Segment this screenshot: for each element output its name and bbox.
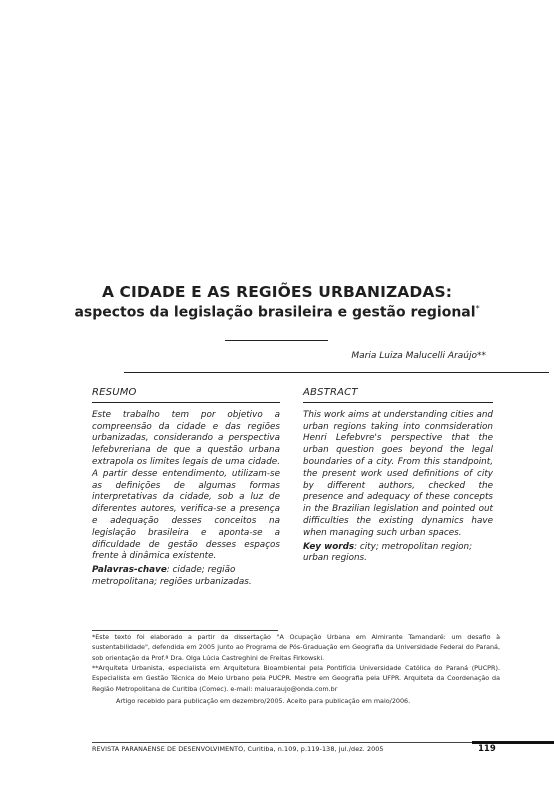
subtitle-text: aspectos da legislação brasileira e gestão regional <box>74 304 476 321</box>
author-name: Maria Luiza Malucelli Araújo** <box>351 351 486 361</box>
footnote-1: *Este texto foi elaborado a partir da dissertação "A Ocupação Urbana em Almirante Tamandaré: um desafio à sustentabilidade", defendida em 2005 junto ao Programa de Pós-Graduação em Geografia da Universidade Federal do Paraná, sob orientação da Prof.ª Dra. Olga Lúcia Castreghini de Freitas Firkowski. <box>92 633 500 662</box>
resumo-keywords-list: : cidade; região metropolitana; regiões urbanizadas. <box>92 565 252 587</box>
abstract-keywords-label: Key words <box>303 541 355 552</box>
abstract-keywords-list: : city; metropolitan region; urban regions. <box>303 541 473 564</box>
abstract-heading: ABSTRACT <box>303 387 493 403</box>
footnote-divider <box>92 630 278 631</box>
header-divider <box>124 372 549 373</box>
abstract-text: This work aims at understanding cities and urban regions taking into conmsideration Henri Lefebvre's perspective that the urban question goes beyond the legal boundaries of a city. From this standpoint, the present work used definitions of city by different authors, checked the presence and adequacy of these concepts in the Brazilian legislation and pointed out difficulties the existing dynamics have when managing such urban spaces. <box>303 409 493 538</box>
footnote-2: **Arquiteta Urbanista, especialista em Arquitetura Bioambiental pela Pontifícia Universidade Católica do Paraná (PUCPR). Especialista em Gestão Técnica do Meio Urbano pela PUCPR. Mestre em Geografia pela UFPR. Arquiteta da Coordenação da Região Metropolitana de Curitiba (Comec). e-mail: maluaraujo@onda.com.br <box>92 664 500 693</box>
abstract-keywords <box>303 542 493 566</box>
page-number: 119 <box>478 744 496 754</box>
journal-citation: REVISTA PARANAENSE DE DESENVOLVIMENTO, Curitiba, n.109, p.119-138, jul./dez. 2005 <box>92 745 384 753</box>
resumo-column <box>92 387 280 589</box>
abstract-column <box>303 387 493 565</box>
title-divider <box>225 340 328 341</box>
resumo-text: Este trabalho tem por objetivo a compreensão da cidade e das regiões urbanizadas, considerando a perspectiva lefebvreriana de que a questão urbana extrapola os limites legais de uma cidade. A partir desse entendimento, utilizam-se as definições de algumas formas interpretativas da cidade, sob a luz de diferentes autores, verifica-se a presença e adequação desses conceitos na legislação brasileira e aponta-se a dificuldade de gestão desses espaços frente à dinâmica existente. <box>92 409 280 562</box>
subtitle-footnote-marker: * <box>475 304 480 313</box>
article-subtitle <box>0 304 554 321</box>
footer-divider <box>92 742 472 743</box>
resumo-keywords-label: Palavras-chave <box>92 565 167 576</box>
resumo-heading: RESUMO <box>92 387 280 403</box>
footnote-received: Artigo recebido para publicação em dezembro/2005. Aceito para publicação em maio/2006. <box>116 697 411 705</box>
article-title: A CIDADE E AS REGIÕES URBANIZADAS: <box>101 283 453 301</box>
resumo-keywords <box>92 565 280 589</box>
